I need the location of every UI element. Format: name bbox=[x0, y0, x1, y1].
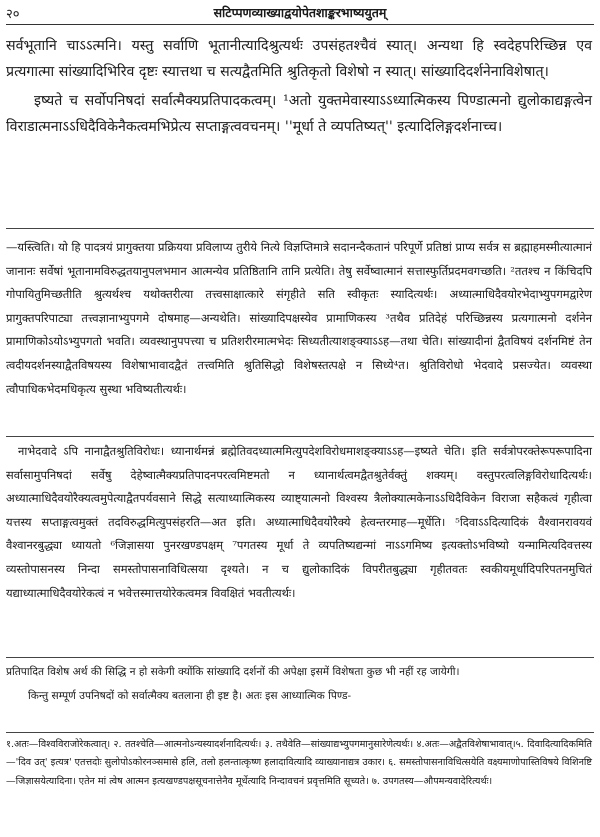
hindi-paragraph-1: प्रतिपादित विशेष अर्थ की सिद्धि न हो सकेगी क्योंकि सांख्यादि दर्शनों की अपेक्षा इसमें विशेषता कुछ भी नहीं रह जायेगी। bbox=[6, 666, 460, 678]
page-header bbox=[6, 4, 594, 25]
commentary-block-2 bbox=[6, 440, 592, 605]
section-divider-3 bbox=[6, 657, 594, 658]
main-paragraph-1: सर्वभूतानि चाऽऽत्मनि। यस्तु सर्वाणि भूतानीत्यादिश्रुत्यर्थः उपसंहतश्चैवं स्यात्। अन्यथा हि स्वदेहपरिच्छिन्न एव प्रत्यगात्मा सांख्यादिभिरिव दृष्टः स्यात्तथा च सत्यद्वैतमिति श्रुतिकृतो विशेषो न स्यात्। सांख्यादिदर्शनेनाविशेषात्। bbox=[6, 38, 592, 80]
footnotes-text: १.अतः—विश्वविराजोरेकत्वात्। २. ततश्चेति—आत्मनोऽन्यस्यादर्शनादित्यर्थः। ३. तथैवेति—सांख्याद्यभ्युपगमानुसारेणेत्यर्थः। ४.अतः—अद्वैतविशेषाभावात्।५. दिवादित्यादिकमिति—'दिव उत्' इत्यत्र' एतत्तदोः सुलोपोऽकोरनञ्समासे हलि, तलो हलन्तात्कृष्ण हलादावित्यादि व्याख्यानाद्यत्र उकार। ६. समस्तोपासनाविधित्सयेति वक्ष्यमाणोपास्तिविषये विशिनष्टि—जिज्ञासयेत्यादिना। एतेन मां त्वेष आत्मन इत्यखण्डपक्षसूचनात्तेनैव मूर्धेत्यादि निन्दावचनं प्रवृत्तमिति सूच्यते। ७. उपगतस्य—औपमन्यवादेरित्यर्थः। bbox=[6, 739, 592, 787]
main-sanskrit-text bbox=[6, 34, 592, 140]
page-number: २० bbox=[6, 7, 20, 22]
commentary-paragraph-2: नाभेदवादे ऽपि नानाद्वैतश्रुतिविरोधः। ध्यानार्थमन्नं ब्रह्मेतिवदध्यात्ममित्युपदेशविरोधमाशङ्क्याऽऽह—इष्यते चेति। इति सर्वत्रोपरक्तेरूपरूपादिना सर्वासामुपनिषदां सर्वेषु देहेष्वात्मैक्यप्रतिपादनपरत्वमिष्टमतो न ध्यानार्थत्वमद्वैतश्रुतेर्वक्तुं शक्यम्। वस्तुपरत्वलिङ्गविरोधादित्यर्थः। अध्यात्माधिदैवयोरैक्यत्वमुपेत्याद्वैतपर्यवसाने सिद्धे सत्याध्यात्मिकस्य व्याष्ट्यात्मनो विश्वस्य त्रैलोक्यात्मकेनाऽऽधिदैविकेन विराजा सहैकत्वं गृहीत्वा यत्तस्य सप्ताङ्गत्वमुक्तं तदविरुद्धमित्युपसंहरति—अत इति। अध्यात्माधिदैवयोरैक्ये हेत्वन्तरमाह—मूर्धेति। ⁵दिवाऽऽदित्यादिकं वैश्वानरावयवं वैश्वानरबुद्ध्या ध्यायतो ⁶जिज्ञासया पुनरखण्डपक्षम् ⁷पगतस्य मूर्धा ते व्यपतिष्यद्यन्मां नाऽऽगमिष्य इत्यक्तोऽभविष्यो यन्मामित्यदिवत्तस्य व्यस्तोपासनस्य निन्दा समस्तोपासनाविधित्सया दृश्यते। न च द्युलोकादिकं विपरीतबुद्ध्या गृहीतवतः स्वकीयमूर्धादिपरिपतनमुचितं यद्याध्यात्माधिदैवयोरेकत्वं न भवेत्तस्मात्तयोरेकत्वमत्र विवक्षितं भवतीत्यर्थः। bbox=[6, 444, 592, 600]
footnotes bbox=[6, 736, 592, 791]
section-divider-2 bbox=[6, 436, 594, 437]
hindi-translation bbox=[6, 662, 592, 707]
section-divider-4 bbox=[6, 732, 594, 733]
running-title: सटिप्पणव्याख्याद्वयोपेतशाङ्करभाष्ययुतम् bbox=[213, 5, 387, 20]
commentary-paragraph-1: —यस्त्विति। यो हि पादत्रयं प्रागुक्तया प्रक्रियया प्रविलाप्य तुरीये नित्ये विज्ञप्तिमात्रे सदानन्दैकतानं परिपूर्णे प्रतिष्ठां प्राप्य सर्वत्र स ब्रह्माहमस्मीत्यात्मानं जानानः सर्वेषां भूतानामविरुद्धतयानुपलभमान आत्मन्येव प्रतिष्ठितानि तानि प्रत्येति। तेषु सर्वेष्वात्मानं सत्तास्फुर्तिप्रदमवगच्छति। ²ततश्च न किंचिदपि गोपायितुमिच्छतीति श्रुत्यर्थश्च यथोक्तरीत्या तत्त्वसाक्षात्कारे संगृहीते सति स्वीकृतः स्यादित्यर्थः। अध्यात्माधिदैवयोरभेदाभ्युपगमद्वारेण प्रागुक्तपरिपाट्या तत्त्वज्ञानाभ्युपगमे दोषमाह—अन्यथेति। सांख्यादिपक्षस्येव प्रामाणिकस्य ³तथैव प्रतिदेहं परिच्छिन्नस्य प्रत्यगात्मनो दर्शनेन प्रामाणिकोऽयोऽभ्युपगतो भवति। व्यवस्थानुपपत्त्या च प्रतिशरीरमात्मभेदः सिध्यतीत्याशङ्क्याऽऽह—तथा चेति। सांख्यादीनां द्वैतविषयं दर्शनमिष्टं तेन त्वदीयदर्शनस्याद्वैतविषयस्य विशेषाभावादद्वैतं तत्त्वमिति श्रुतिसिद्धो विशेषस्तत्पक्षे न सिध्ये⁴त। श्रुतिविरोधो भेदवादे प्रसज्येत। व्यवस्था त्वौपाधिकभेदमधिकृत्य सुस्था भविष्यतीत्यर्थः। bbox=[6, 240, 592, 396]
section-divider-1 bbox=[6, 228, 594, 229]
main-paragraph-2: इष्यते च सर्वोपनिषदां सर्वात्मैक्यप्रतिपादकत्वम्। ¹अतो युक्तमेवास्याऽऽध्यात्मिकस्य पिण्डात्मनो द्युलोकाद्यङ्गत्वेन विराडात्मनाऽऽधिदैविकेनैकत्वमभिप्रेत्य सप्ताङ्गत्ववचनम्। ''मूर्धा ते व्यपतिष्यत्'' इत्यादिलिङ्गदर्शनाच्च। bbox=[6, 93, 592, 135]
commentary-block-1 bbox=[6, 236, 592, 401]
hindi-paragraph-2: किन्तु सम्पूर्ण उपनिषदों को सर्वात्मैक्य बतलाना ही इष्ट है। अतः इस आध्यात्मिक पिण्ड- bbox=[28, 690, 352, 702]
